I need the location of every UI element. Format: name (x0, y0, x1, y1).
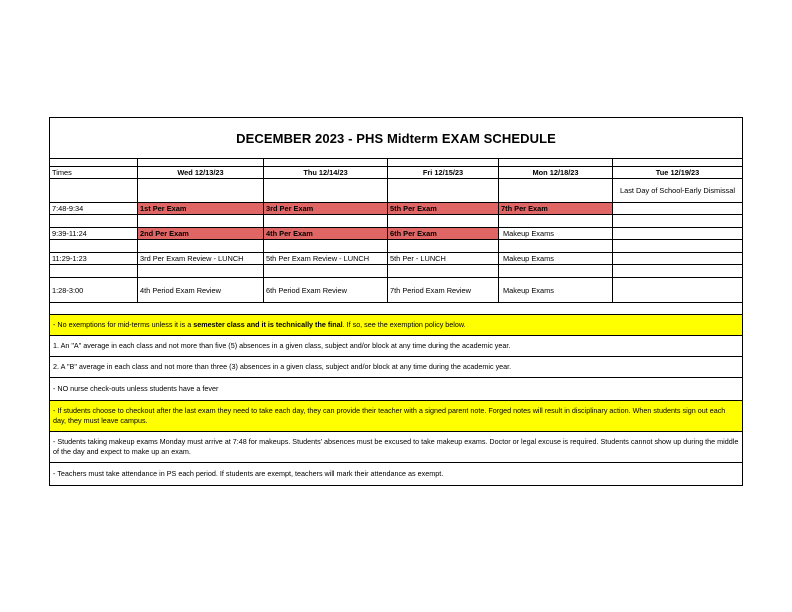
blank-cell (50, 240, 138, 253)
exam-cell: 5th Per Exam (388, 203, 499, 215)
note-emphasis: semester class and it is technically the final (193, 320, 343, 329)
blank-cell (264, 179, 388, 203)
blank-cell (499, 179, 613, 203)
note-text: . If so, see the exemption policy below. (342, 320, 466, 329)
blank-cell (138, 215, 264, 228)
note-checkout: - If students choose to checkout after the last exam they need to take each day, they can provide their teacher with a signed parent note. Forged notes will result in disciplinary action. When students sign out each day, they must leave campus. (50, 401, 743, 432)
note-b-average: 2. A "B" average in each class and not more than three (3) absences in a given class, subject and/or block at any time during the academic year. (50, 357, 743, 378)
blank-cell (613, 240, 743, 253)
blank-cell (264, 215, 388, 228)
exam-schedule-sheet (49, 117, 743, 486)
blank-cell (138, 265, 264, 278)
blank-cell (613, 265, 743, 278)
blank-cell (264, 159, 388, 167)
exam-cell: 6th Per Exam (388, 228, 499, 240)
blank-cell (388, 265, 499, 278)
exam-cell: 2nd Per Exam (138, 228, 264, 240)
exam-cell: 4th Per Exam (264, 228, 388, 240)
slot-time: 7:48-9:34 (50, 203, 138, 215)
blank-cell (50, 215, 138, 228)
blank-cell (499, 215, 613, 228)
note-makeup: - Students taking makeup exams Monday must arrive at 7:48 for makeups. Students' absences must be excused to take makeup exams. Doctor or legal excuse is required. Students cannot show up during the middle of the day and expect to make up an exam. (50, 432, 743, 463)
schedule-cell (613, 253, 743, 265)
exam-cell: 1st Per Exam (138, 203, 264, 215)
slot-time: 1:28-3:00 (50, 278, 138, 303)
blank-cell (264, 265, 388, 278)
times-header: Times (50, 167, 138, 179)
blank-cell (613, 215, 743, 228)
blank-cell (499, 240, 613, 253)
schedule-cell (613, 203, 743, 215)
blank-cell (388, 215, 499, 228)
schedule-cell (613, 228, 743, 240)
blank-cell (499, 265, 613, 278)
schedule-cell: Makeup Exams (499, 278, 613, 303)
slot-time: 11:29-1:23 (50, 253, 138, 265)
schedule-cell: 3rd Per Exam Review - LUNCH (138, 253, 264, 265)
blank-cell (388, 240, 499, 253)
schedule-cell: 7th Period Exam Review (388, 278, 499, 303)
slot-time: 9:39-11:24 (50, 228, 138, 240)
note-text: - No exemptions for mid-terms unless it is a (53, 320, 194, 329)
schedule-cell: 5th Per Exam Review - LUNCH (264, 253, 388, 265)
blank-cell (499, 159, 613, 167)
blank-cell (613, 159, 743, 167)
day-header-mon: Mon 12/18/23 (499, 167, 613, 179)
blank-cell (138, 240, 264, 253)
blank-cell (388, 159, 499, 167)
note-no-exemptions (50, 315, 743, 336)
schedule-cell: Makeup Exams (499, 253, 613, 265)
note-attendance: - Teachers must take attendance in PS each period. If students are exempt, teachers will mark their attendance as exempt. (50, 463, 743, 486)
schedule-cell: Makeup Exams (499, 228, 613, 240)
day-header-thu: Thu 12/14/23 (264, 167, 388, 179)
day-header-tue: Tue 12/19/23 (613, 167, 743, 179)
blank-cell (50, 265, 138, 278)
day-header-fri: Fri 12/15/23 (388, 167, 499, 179)
note-nurse: - NO nurse check-outs unless students have a fever (50, 378, 743, 401)
exam-cell: 3rd Per Exam (264, 203, 388, 215)
blank-cell (50, 179, 138, 203)
schedule-cell: 4th Period Exam Review (138, 278, 264, 303)
schedule-cell: 5th Per - LUNCH (388, 253, 499, 265)
blank-cell (388, 179, 499, 203)
note-a-average: 1. An "A" average in each class and not more than five (5) absences in a given class, subject and/or block at any time during the academic year. (50, 336, 743, 357)
schedule-cell (613, 278, 743, 303)
blank-cell (138, 159, 264, 167)
exam-cell: 7th Per Exam (499, 203, 613, 215)
schedule-cell: 6th Period Exam Review (264, 278, 388, 303)
spacer-row (50, 303, 743, 315)
blank-cell (50, 159, 138, 167)
blank-cell (264, 240, 388, 253)
page-title: DECEMBER 2023 - PHS Midterm EXAM SCHEDULE (50, 118, 743, 159)
blank-cell (138, 179, 264, 203)
day-header-wed: Wed 12/13/23 (138, 167, 264, 179)
tue-note: Last Day of School-Early Dismissal (613, 179, 743, 203)
